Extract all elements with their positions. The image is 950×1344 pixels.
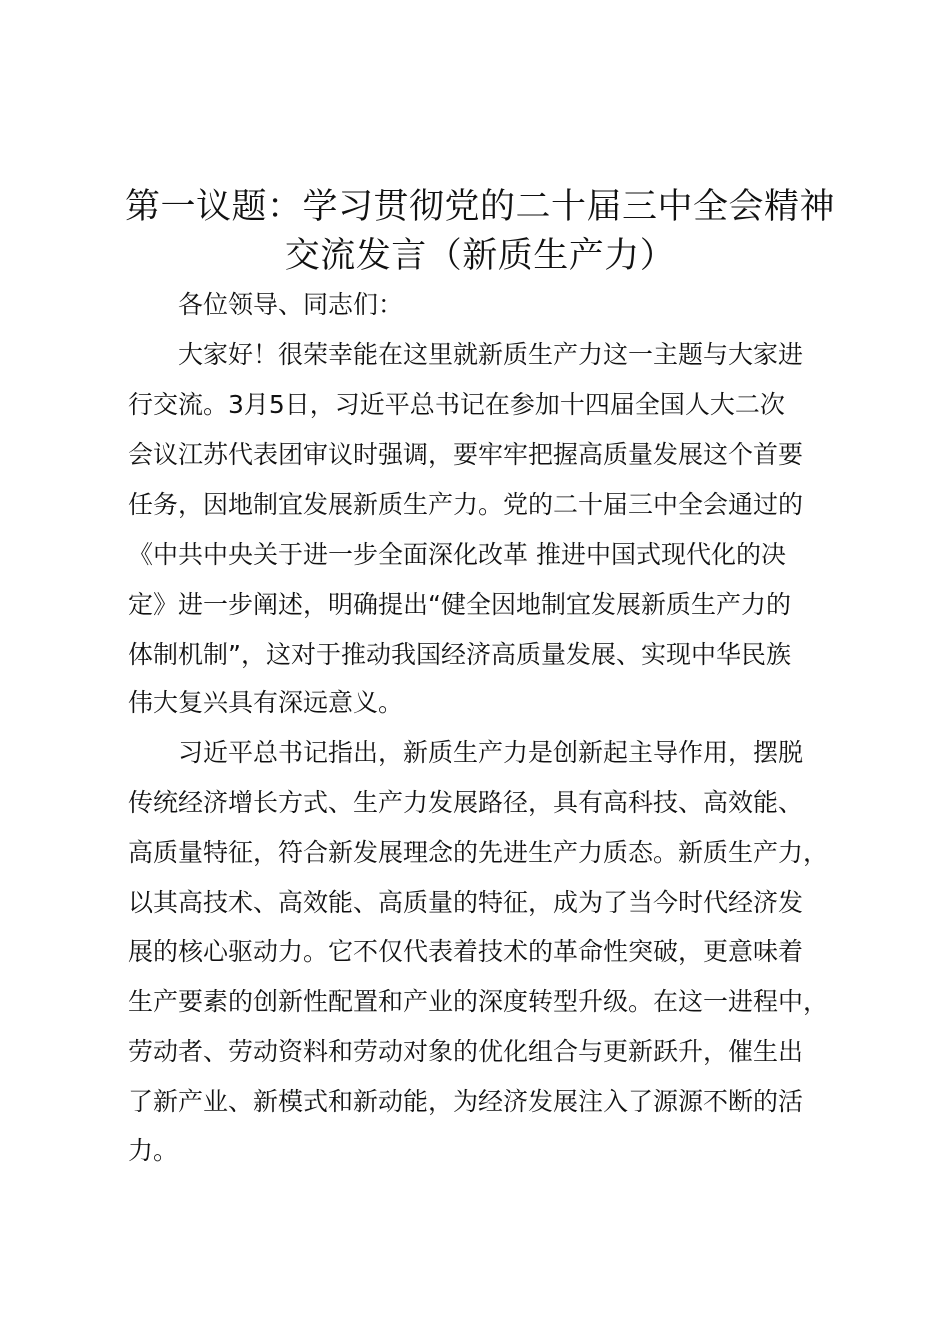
paragraph-1-line: 大家好！很荣幸能在这里就新质生产力这一主题与大家进 xyxy=(178,340,804,369)
paragraph-1-line: 定》进一步阐述，明确提出“健全因地制宜发展新质生产力的 xyxy=(128,590,791,619)
document-title-line-1: 第一议题：学习贯彻党的二十届三中全会精神 xyxy=(124,187,835,227)
document-title-line-2: 交流发言（新质生产力） xyxy=(284,236,676,276)
paragraph-2-line: 传统经济增长方式、生产力发展路径，具有高科技、高效能、 xyxy=(128,788,804,817)
paragraph-1-line: 体制机制”，这对于推动我国经济高质量发展、实现中华民族 xyxy=(128,640,791,669)
paragraph-2-line: 了新产业、新模式和新动能，为经济发展注入了源源不断的活 xyxy=(128,1087,804,1116)
paragraph-2-line: 习近平总书记指出，新质生产力是创新起主导作用，摆脱 xyxy=(178,738,804,767)
paragraph-1-line: 任务，因地制宜发展新质生产力。党的二十届三中全会通过的 xyxy=(128,490,804,519)
paragraph-1-line: 行交流。3月5日，习近平总书记在参加十四届全国人大二次 xyxy=(128,390,785,419)
salutation: 各位领导、同志们： xyxy=(178,290,404,319)
paragraph-2-line: 展的核心驱动力。它不仅代表着技术的革命性突破，更意味着 xyxy=(128,937,804,966)
paragraph-2-line: 高质量特征，符合新发展理念的先进生产力质态。新质生产力， xyxy=(128,838,829,867)
paragraph-1-line: 伟大复兴具有深远意义。 xyxy=(128,688,404,717)
paragraph-2-line: 生产要素的创新性配置和产业的深度转型升级。在这一进程中， xyxy=(128,987,829,1016)
paragraph-2-line: 劳动者、劳动资料和劳动对象的优化组合与更新跃升，催生出 xyxy=(128,1037,804,1066)
paragraph-2-line: 以其高技术、高效能、高质量的特征，成为了当今时代经济发 xyxy=(128,888,804,917)
paragraph-2-line: 力。 xyxy=(128,1136,179,1165)
paragraph-1-line: 《中共中央关于进一步全面深化改革 推进中国式现代化的决 xyxy=(128,540,786,569)
paragraph-1-line: 会议江苏代表团审议时强调，要牢牢把握高质量发展这个首要 xyxy=(128,440,804,469)
